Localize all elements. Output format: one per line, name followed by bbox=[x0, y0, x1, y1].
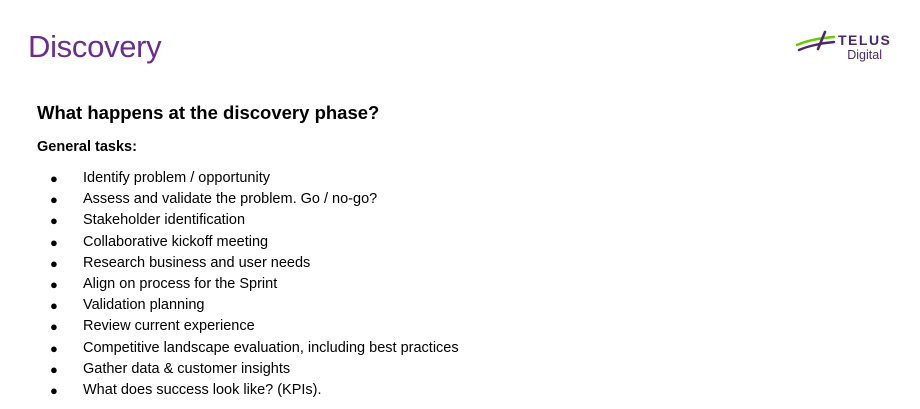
bullet-icon: ● bbox=[50, 319, 58, 335]
task-text: What does success look like? (KPIs). bbox=[83, 381, 322, 398]
bullet-icon: ● bbox=[50, 382, 58, 398]
slide-title: Discovery bbox=[28, 29, 162, 64]
task-text: Research business and user needs bbox=[83, 254, 311, 271]
bullet-icon: ● bbox=[50, 234, 58, 250]
bullet-icon: ● bbox=[50, 361, 58, 377]
tasks-subheading: General tasks: bbox=[37, 139, 137, 155]
telus-logo-icon bbox=[794, 30, 836, 52]
task-text: Gather data & customer insights bbox=[83, 360, 291, 377]
logo-subtitle: Digital bbox=[847, 48, 882, 62]
task-text: Competitive landscape evaluation, including best practices bbox=[83, 339, 459, 356]
bullet-icon: ● bbox=[50, 171, 58, 186]
task-text: Stakeholder identification bbox=[83, 212, 246, 229]
bullet-icon: ● bbox=[50, 255, 58, 271]
telus-digital-logo bbox=[790, 30, 890, 66]
bullet-icon: ● bbox=[50, 213, 58, 229]
task-text: Assess and validate the problem. Go / no-go? bbox=[83, 191, 378, 208]
section-heading: What happens at the discovery phase? bbox=[37, 102, 380, 123]
bullet-icon: ● bbox=[50, 192, 58, 208]
bullet-icon: ● bbox=[50, 298, 58, 314]
bullet-icon: ● bbox=[50, 276, 58, 292]
bullet-icon: ● bbox=[50, 340, 58, 356]
task-text: Identify problem / opportunity bbox=[83, 170, 270, 186]
task-text: Collaborative kickoff meeting bbox=[83, 233, 269, 250]
task-text: Align on process for the Sprint bbox=[83, 275, 278, 292]
task-text: Review current experience bbox=[83, 318, 255, 335]
task-text: Validation planning bbox=[83, 297, 205, 314]
logo-wordmark: TELUS bbox=[838, 32, 892, 48]
